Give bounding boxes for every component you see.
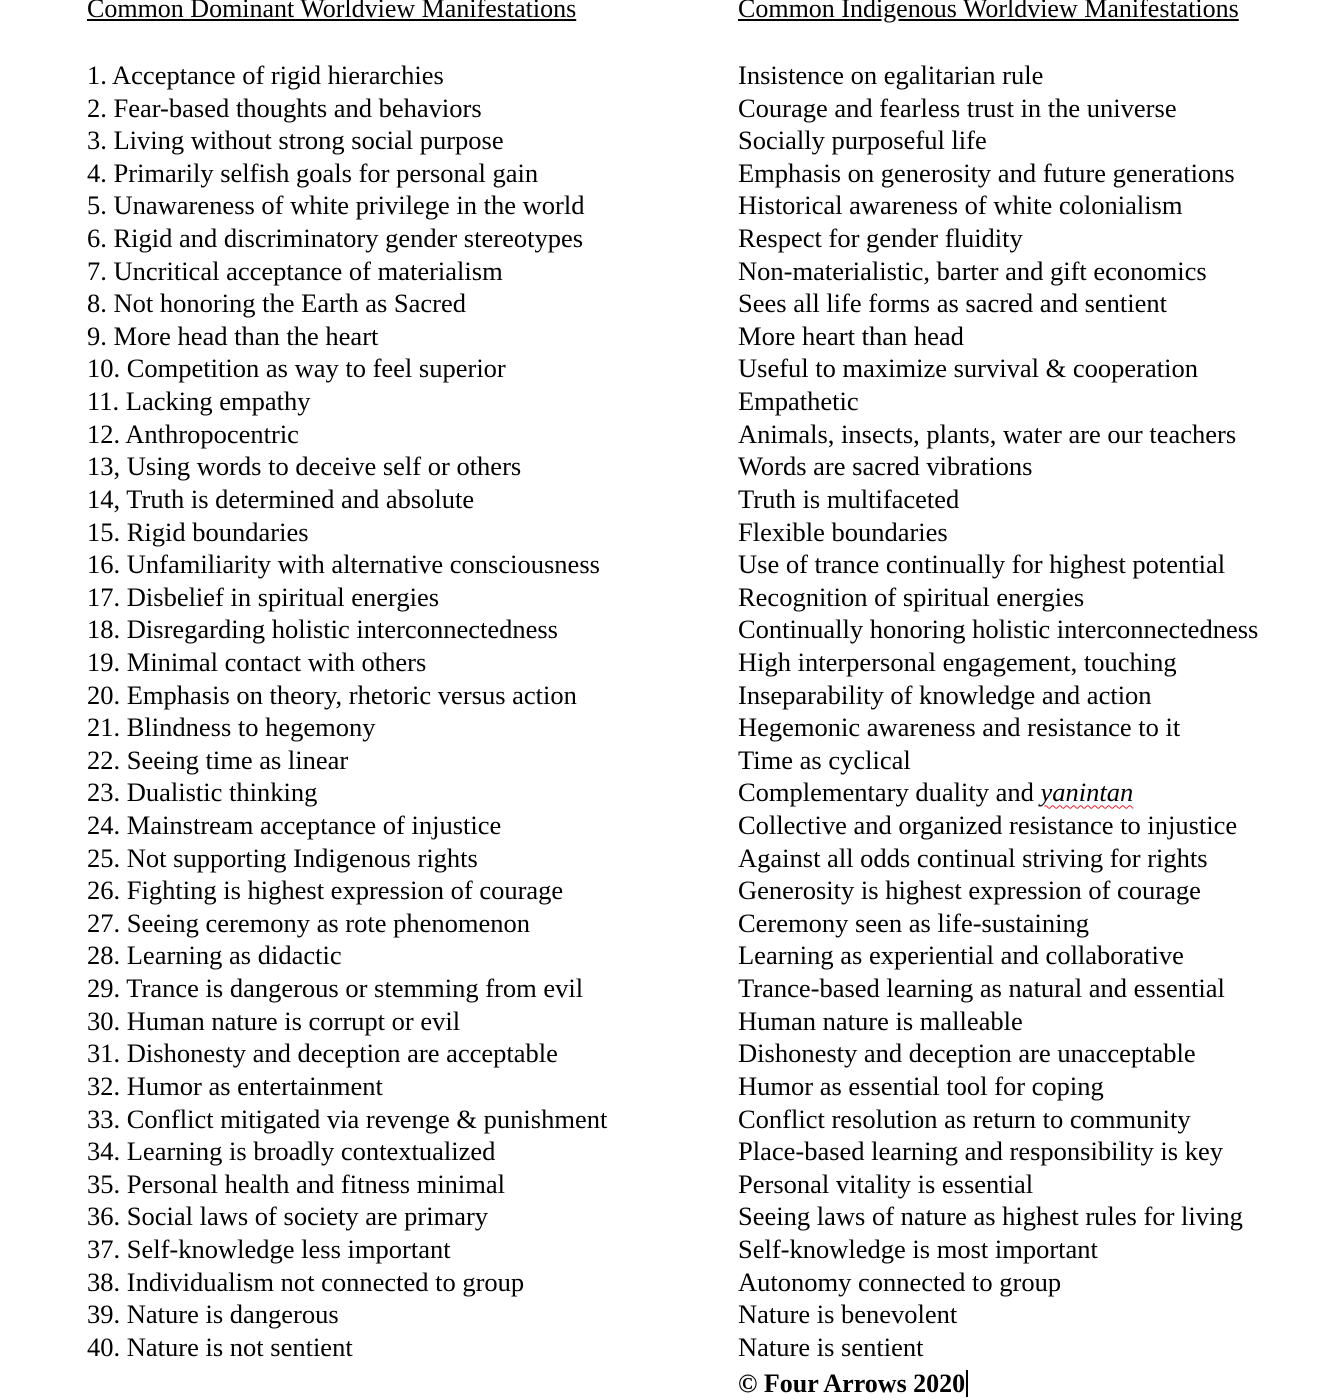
indigenous-item-text: Useful to maximize survival & cooperation <box>738 353 1198 384</box>
indigenous-item <box>738 809 1258 842</box>
dominant-item-text: 31. Dishonesty and deception are acceptable <box>87 1038 558 1069</box>
indigenous-item <box>738 483 1258 516</box>
indigenous-item <box>738 418 1258 451</box>
indigenous-item-text: Autonomy connected to group <box>738 1266 1062 1297</box>
dominant-item <box>87 189 607 222</box>
indigenous-item-text: Empathetic <box>738 386 859 417</box>
dominant-item <box>87 59 607 92</box>
indigenous-item <box>738 1168 1258 1201</box>
indigenous-item-text: Flexible boundaries <box>738 516 948 547</box>
dominant-item-text: 37. Self-knowledge less important <box>87 1233 451 1264</box>
indigenous-item <box>738 939 1258 972</box>
dominant-item-text: 8. Not honoring the Earth as Sacred <box>87 288 466 319</box>
dominant-item-text: 32. Humor as entertainment <box>87 1070 383 1101</box>
indigenous-item-text: Words are sacred vibrations <box>738 451 1033 482</box>
indigenous-item-text: Ceremony seen as life-sustaining <box>738 907 1090 938</box>
indigenous-item-text: Hegemonic awareness and resistance to it <box>738 712 1181 743</box>
indigenous-item <box>738 1200 1258 1233</box>
indigenous-item <box>738 352 1258 385</box>
indigenous-item <box>738 124 1258 157</box>
dominant-item <box>87 548 607 581</box>
indigenous-item <box>738 679 1258 712</box>
indigenous-item-text: Courage and fearless trust in the universe <box>738 92 1177 123</box>
dominant-item <box>87 907 607 940</box>
indigenous-item-text: High interpersonal engagement, touching <box>738 646 1177 677</box>
indigenous-item <box>738 1266 1258 1299</box>
dominant-item <box>87 1331 607 1364</box>
dominant-item <box>87 1298 607 1331</box>
dominant-item-text: 40. Nature is not sentient <box>87 1331 353 1362</box>
indigenous-item <box>738 1298 1258 1331</box>
indigenous-item <box>738 255 1258 288</box>
indigenous-item-text: Insistence on egalitarian rule <box>738 60 1044 90</box>
dominant-item-text: 34. Learning is broadly contextualized <box>87 1136 496 1167</box>
indigenous-item-text: Continually honoring holistic interconnectedness <box>738 614 1259 645</box>
indigenous-item <box>738 1331 1258 1364</box>
dominant-item <box>87 1266 607 1299</box>
spellcheck-flagged-word: yanintan <box>1040 777 1134 808</box>
dominant-item-text: 5. Unawareness of white privilege in the world <box>87 190 585 221</box>
dominant-item <box>87 1200 607 1233</box>
dominant-item <box>87 646 607 679</box>
dominant-item <box>87 483 607 516</box>
indigenous-item-text: Self-knowledge is most important <box>738 1233 1098 1264</box>
indigenous-item <box>738 1037 1258 1070</box>
indigenous-item <box>738 907 1258 940</box>
indigenous-item-text: Humor as essential tool for coping <box>738 1070 1104 1101</box>
dominant-item-text: 18. Disregarding holistic interconnectedness <box>87 614 558 645</box>
dominant-item-text: 9. More head than the heart <box>87 320 379 351</box>
dominant-item-text: 36. Social laws of society are primary <box>87 1201 489 1232</box>
dominant-item-text: 15. Rigid boundaries <box>87 516 309 547</box>
dominant-list <box>87 59 607 1363</box>
dominant-item-text: 10. Competition as way to feel superior <box>87 353 506 384</box>
dominant-item <box>87 352 607 385</box>
indigenous-item-text: Collective and organized resistance to injustice <box>738 810 1238 841</box>
indigenous-item <box>738 711 1258 744</box>
indigenous-item <box>738 874 1258 907</box>
dominant-item <box>87 287 607 320</box>
indigenous-item-text: Truth is multifaceted <box>738 483 960 514</box>
indigenous-item-text: Sees all life forms as sacred and sentient <box>738 288 1168 319</box>
indigenous-item-text: Time as cyclical <box>738 744 911 775</box>
dominant-item-text: 19. Minimal contact with others <box>87 646 427 677</box>
dominant-item-text: 11. Lacking empathy <box>87 386 311 417</box>
dominant-item-text: 29. Trance is dangerous or stemming from evil <box>87 973 584 1004</box>
indigenous-item-text: Socially purposeful life <box>738 125 987 156</box>
indigenous-item-text: Use of trance continually for highest potential <box>738 549 1226 580</box>
indigenous-item <box>738 320 1258 353</box>
indigenous-item-text: Historical awareness of white colonialism <box>738 190 1183 221</box>
indigenous-item-text: Nature is benevolent <box>738 1299 958 1330</box>
indigenous-list <box>738 59 1258 1363</box>
indigenous-item <box>738 189 1258 222</box>
dominant-item-text: 28. Learning as didactic <box>87 940 342 971</box>
dominant-item <box>87 1135 607 1168</box>
dominant-item-text: 25. Not supporting Indigenous rights <box>87 842 478 873</box>
dominant-item-text: 35. Personal health and fitness minimal <box>87 1168 506 1199</box>
dominant-item-text: 23. Dualistic thinking <box>87 777 318 808</box>
dominant-item-text: 1. Acceptance of rigid hierarchies <box>87 60 444 90</box>
dominant-item-text: 38. Individualism not connected to group <box>87 1266 525 1297</box>
indigenous-item <box>738 92 1258 125</box>
indigenous-item-text: Non-materialistic, barter and gift economics <box>738 255 1207 286</box>
indigenous-item-text: Conflict resolution as return to community <box>738 1103 1191 1134</box>
indigenous-item <box>738 1135 1258 1168</box>
indigenous-item-text: Personal vitality is essential <box>738 1168 1034 1199</box>
dominant-item <box>87 581 607 614</box>
dominant-item <box>87 124 607 157</box>
indigenous-item <box>738 1005 1258 1038</box>
dominant-item-text: 6. Rigid and discriminatory gender stereotypes <box>87 223 584 254</box>
dominant-item-text: 3. Living without strong social purpose <box>87 125 504 156</box>
dominant-item <box>87 1168 607 1201</box>
indigenous-item-text: Emphasis on generosity and future generations <box>738 157 1235 188</box>
dominant-item-text: 17. Disbelief in spiritual energies <box>87 581 440 612</box>
dominant-item <box>87 776 607 809</box>
dominant-item <box>87 320 607 353</box>
indigenous-item-text: Generosity is highest expression of courage <box>738 875 1201 906</box>
dominant-item-text: 20. Emphasis on theory, rhetoric versus action <box>87 679 577 710</box>
dominant-item <box>87 450 607 483</box>
dominant-item <box>87 874 607 907</box>
dominant-item <box>87 92 607 125</box>
dominant-item-text: 24. Mainstream acceptance of injustice <box>87 810 502 841</box>
dominant-item-text: 39. Nature is dangerous <box>87 1299 339 1330</box>
dominant-item <box>87 418 607 451</box>
indigenous-item <box>738 1070 1258 1103</box>
dominant-item-text: 4. Primarily selfish goals for personal gain <box>87 157 539 188</box>
dominant-item-text: 30. Human nature is corrupt or evil <box>87 1005 461 1036</box>
indigenous-item-text: Learning as experiential and collaborative <box>738 940 1184 971</box>
indigenous-item-text: Trance-based learning as natural and essential <box>738 973 1225 1004</box>
indigenous-item-text: Against all odds continual striving for rights <box>738 842 1208 873</box>
copyright-line <box>738 1368 968 1400</box>
dominant-item-text: 2. Fear-based thoughts and behaviors <box>87 92 482 123</box>
indigenous-item-text: Place-based learning and responsibility is key <box>738 1136 1223 1167</box>
dominant-item <box>87 972 607 1005</box>
dominant-item-text: 22. Seeing time as linear <box>87 744 349 775</box>
indigenous-item-text: Respect for gender fluidity <box>738 223 1023 254</box>
indigenous-item <box>738 776 1258 809</box>
heading-dominant: Common Dominant Worldview Manifestations <box>87 0 577 23</box>
dominant-item-text: 26. Fighting is highest expression of courage <box>87 875 564 906</box>
dominant-item-text: 13, Using words to deceive self or others <box>87 451 522 482</box>
dominant-item <box>87 613 607 646</box>
indigenous-item <box>738 972 1258 1005</box>
dominant-item-text: 16. Unfamiliarity with alternative consciousness <box>87 549 600 580</box>
indigenous-item <box>738 842 1258 875</box>
indigenous-item <box>738 1103 1258 1136</box>
indigenous-item-text: Recognition of spiritual energies <box>738 581 1085 612</box>
indigenous-item-text: Inseparability of knowledge and action <box>738 679 1152 710</box>
dominant-item <box>87 1070 607 1103</box>
dominant-item <box>87 385 607 418</box>
dominant-item-text: 12. Anthropocentric <box>87 418 299 449</box>
indigenous-item <box>738 1233 1258 1266</box>
dominant-item <box>87 255 607 288</box>
dominant-item-text: 33. Conflict mitigated via revenge & punishment <box>87 1103 608 1134</box>
dominant-item-text: 14, Truth is determined and absolute <box>87 483 475 514</box>
dominant-item <box>87 939 607 972</box>
indigenous-item-text: Human nature is malleable <box>738 1005 1023 1036</box>
dominant-item <box>87 157 607 190</box>
indigenous-item-text: Animals, insects, plants, water are our teachers <box>738 418 1237 449</box>
dominant-item <box>87 222 607 255</box>
indigenous-item <box>738 222 1258 255</box>
copyright-text: © Four Arrows 2020 <box>738 1369 966 1398</box>
indigenous-item <box>738 450 1258 483</box>
indigenous-item <box>738 613 1258 646</box>
indigenous-item <box>738 581 1258 614</box>
heading-indigenous: Common Indigenous Worldview Manifestations <box>738 0 1239 23</box>
dominant-item <box>87 679 607 712</box>
indigenous-item <box>738 385 1258 418</box>
dominant-item <box>87 711 607 744</box>
indigenous-item <box>738 516 1258 549</box>
indigenous-item <box>738 744 1258 777</box>
indigenous-item-text: Dishonesty and deception are unacceptable <box>738 1038 1196 1069</box>
dominant-item-text: 7. Uncritical acceptance of materialism <box>87 255 503 286</box>
indigenous-item-text: Nature is sentient <box>738 1331 924 1362</box>
dominant-item <box>87 1005 607 1038</box>
indigenous-item-text: Complementary duality and <box>738 777 1041 808</box>
dominant-item-text: 21. Blindness to hegemony <box>87 712 376 743</box>
dominant-item <box>87 809 607 842</box>
dominant-item <box>87 1233 607 1266</box>
indigenous-item <box>738 646 1258 679</box>
indigenous-item-text: More heart than head <box>738 320 964 351</box>
indigenous-item-text: Seeing laws of nature as highest rules for living <box>738 1201 1243 1232</box>
indigenous-item <box>738 287 1258 320</box>
dominant-item-text: 27. Seeing ceremony as rote phenomenon <box>87 907 531 938</box>
dominant-item <box>87 842 607 875</box>
dominant-item <box>87 516 607 549</box>
indigenous-item <box>738 157 1258 190</box>
dominant-item <box>87 1037 607 1070</box>
dominant-item <box>87 744 607 777</box>
indigenous-item <box>738 548 1258 581</box>
indigenous-item <box>738 59 1258 92</box>
dominant-item <box>87 1103 607 1136</box>
text-cursor <box>966 1370 968 1397</box>
